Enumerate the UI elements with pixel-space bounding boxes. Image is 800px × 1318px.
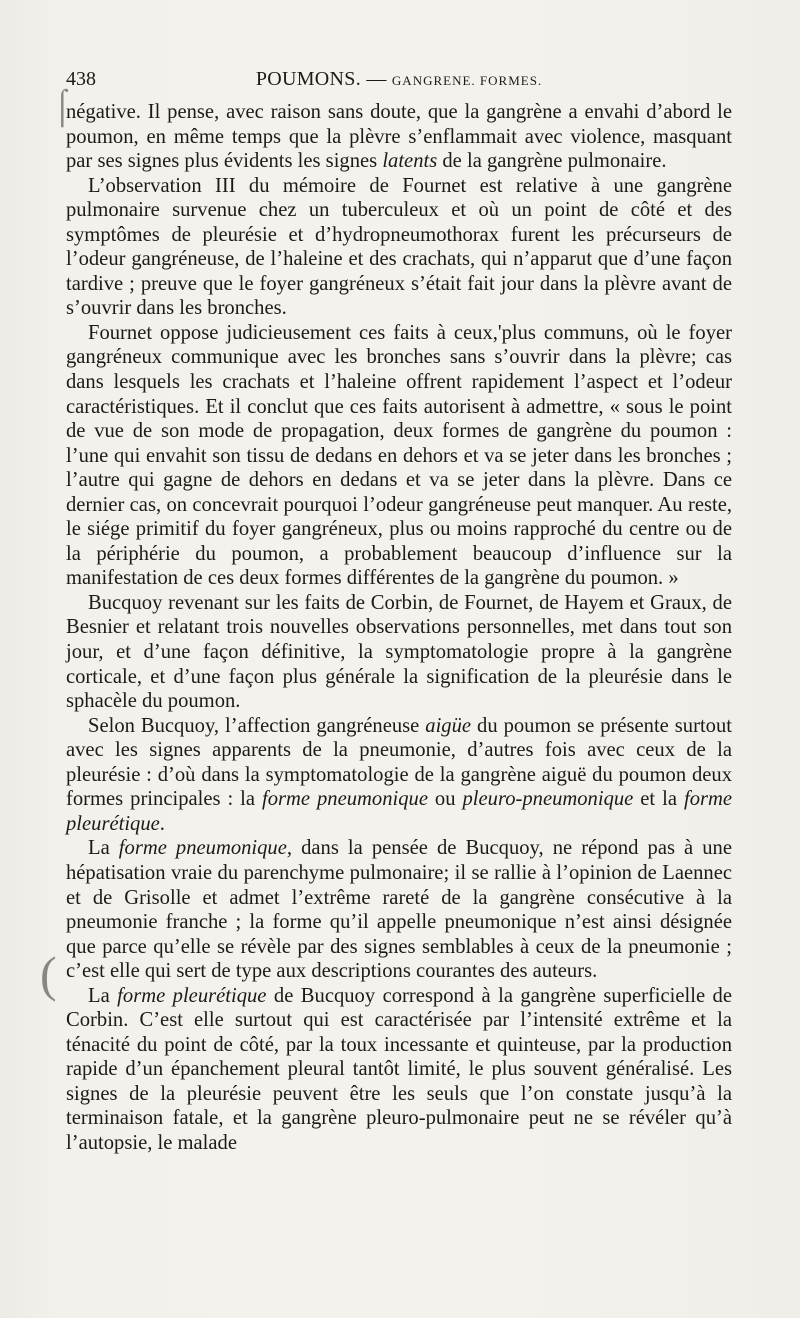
page-header [66,68,732,94]
italic-text: forme pneumonique [262,788,428,811]
italic-text: forme pleurétique [66,788,733,835]
paragraph [66,984,732,1156]
text-run: négative. Il pense, avec raison sans doute, que la gangrène a envahi d’abord le poumon, en même temps que la plèvre s’enflammait avec violence, masquant par ses signes plus évidents les signes [66,101,732,173]
running-head-subtitle: GANGRENE. FORMES. [391,73,543,88]
text-run: . [159,812,165,835]
text-run: Selon Bucquoy, l’affection gangréneuse [88,714,426,737]
paragraph [66,100,732,174]
page-number: 438 [66,68,96,90]
body-text [66,100,732,1156]
paragraph [66,174,732,321]
running-head [66,68,732,91]
text-run: de Bucquoy correspond à la gangrène superficielle de Corbin. C’est elle surtout qui est caractérisée par l’intensité extrême et la ténacité du point de côté, par la toux incessante et quinteuse, par la production rapide d’un épanchement pleural tantôt limité, le plus souvent généralisé. Les signes de la pleurésie peuvent être les seuls que l’on constate jusqu’à la terminaison fatale, et la gangrène pleuro-pulmonaire peut ne se révéler qu’à l’autopsie, le malade [66,984,732,1154]
text-run: dans la pensée de Bucquoy, ne répond pas à une hépatisation vraie du parenchyme pulmonaire; il se rallie à l’opinion de Laennec et de Grisolle et admet l’extrême rareté de la gangrène consécutive à la pneumonie franche ; la forme qu’il appelle pneumonique n’est ainsi désignée que parce qu’elle se révèle par des signes semblables à ceux de la pneumonie ; c’est elle qui sert de type aux descriptions courantes des auteurs. [66,837,732,983]
italic-text: forme pneumonique, [118,837,293,860]
italic-text: aigüe [425,714,472,737]
margin-bracket-mark: ⌠ [52,88,73,125]
text-run: et la [633,788,684,811]
paragraph [66,591,732,714]
paragraph [66,714,732,837]
italic-text: forme pleurétique [117,984,267,1007]
text-run: de la gangrène pulmonaire. [437,150,667,173]
paragraph [66,321,732,591]
text-run: L’observation III du mémoire de Fournet est relative à une gangrène pulmonaire survenue chez un tuberculeux et où un point de côté et des symptômes de pleurésie et d’hydropneumothorax furent les précurseurs de l’odeur gangréneuse, de l’haleine et des crachats, qui n’apparut que d’une façon tardive ; preuve que le foyer gangréneux s’était fait jour dans la plèvre avant de s’ouvrir dans les bronches. [66,174,732,320]
text-run: Bucquoy revenant sur les faits de Corbin, de Fournet, de Hayem et Graux, de Besnier et relatant trois nouvelles observations personnelles, met dans tout son jour, et d’une façon définitive, la symptomatologie propre à la gangrène corticale, et d’une façon plus générale la signification de la pleurésie dans le sphacèle du poumon. [66,591,732,713]
italic-text: pleuro-pneumonique [462,788,634,811]
running-head-main: POUMONS. — [255,68,392,90]
text-run: du poumon se présente surtout avec les signes apparents de la pneumonie, d’autres fois avec ceux de la pleurésie : d’où dans la symptomatologie de la gangrène aiguë du poumon deux formes principales : la [66,714,732,811]
text-run: Fournet oppose judicieusement ces faits à ceux,'plus communs, où le foyer gangréneux communique avec les bronches sans s’ouvrir dans la plèvre; cas dans lesquels les crachats et l’haleine offrent rapidement l’aspect et l’odeur caractéristiques. Et il conclut que ces faits autorisent à admettre, « sous le point de vue de son mode de propagation, deux formes de gangrène du poumon : l’une qui envahit son tissu de dedans en dehors et va se jeter dans les bronches ; l’autre qui gagne de dehors en dedans et va se jeter dans la plèvre. Dans ce dernier cas, on concevrait pourquoi l’odeur gangréneuse peut manquer. Au reste, le siége primitif du foyer gangréneux, plus ou moins rapproché du centre ou de la périphérie du poumon, a probablement beaucoup d’influence sur la manifestation de ces deux formes différentes de la gangrène du poumon. » [66,321,732,590]
text-run: La [88,837,119,860]
paragraph [66,836,732,983]
text-run: ou [427,788,463,811]
text-run: La [88,984,118,1007]
margin-bracket-mark: ( [40,946,57,1002]
italic-text: latents [382,150,438,173]
